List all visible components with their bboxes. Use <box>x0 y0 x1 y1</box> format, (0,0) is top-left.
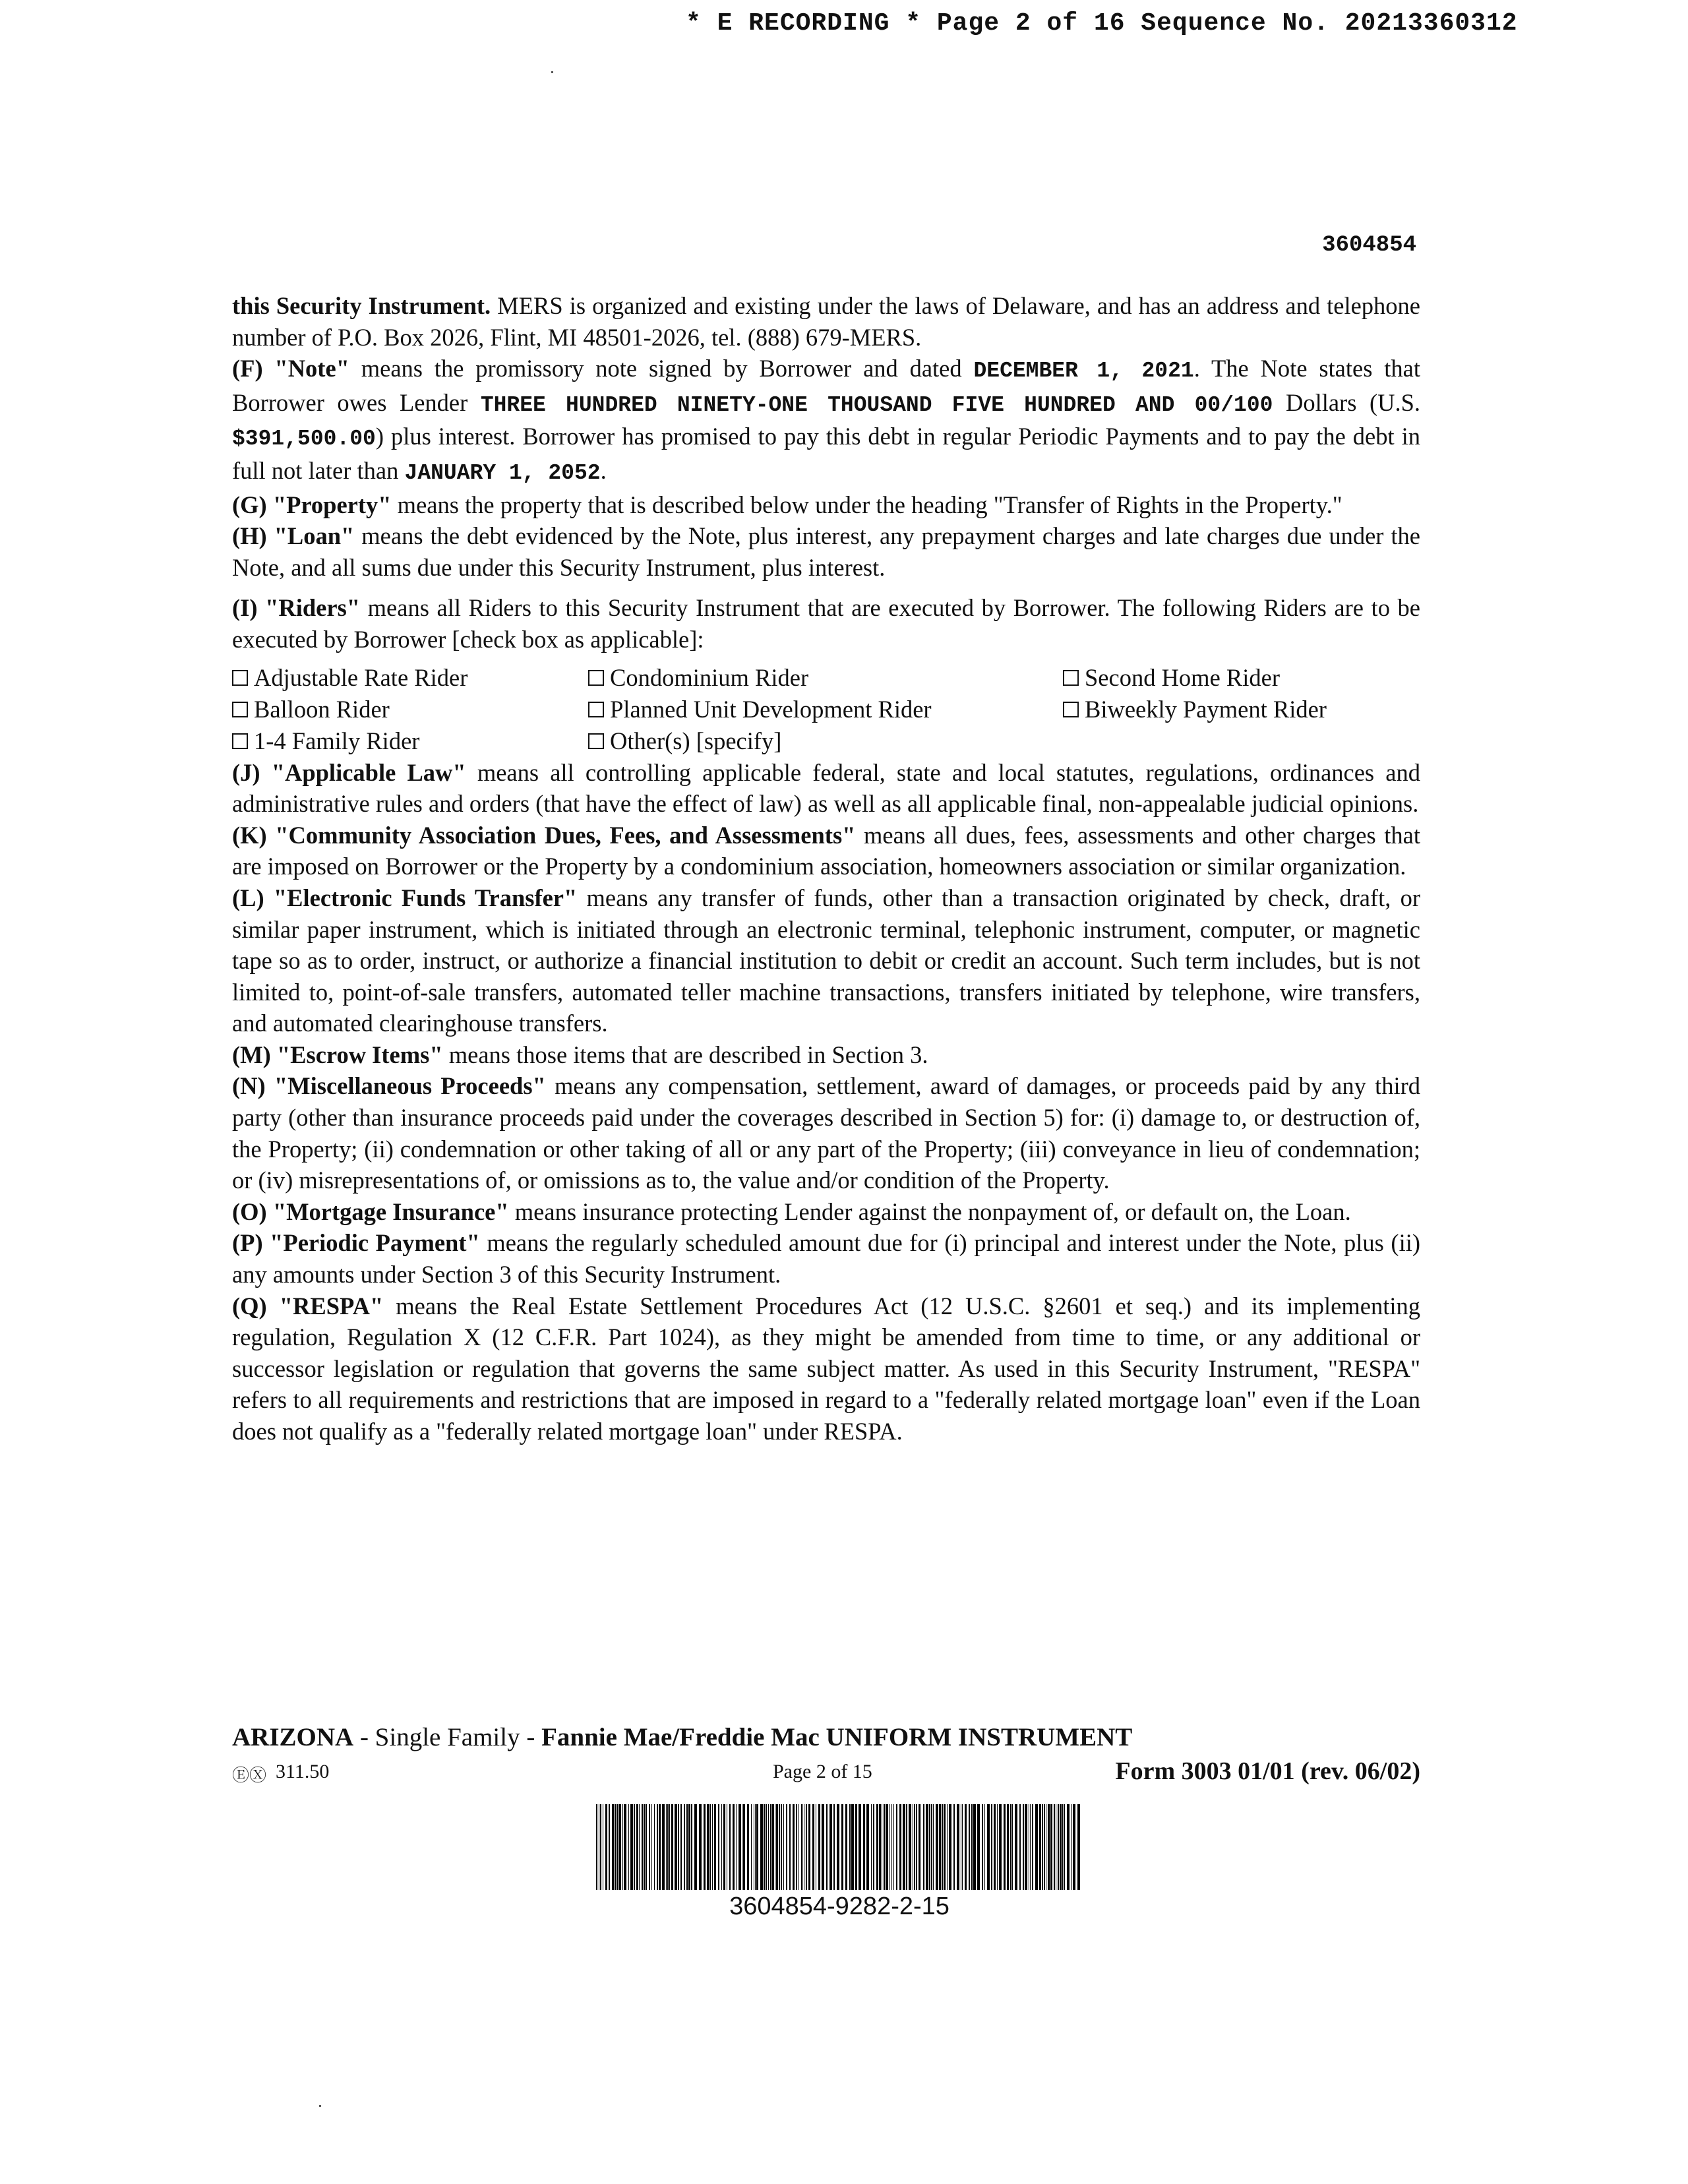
term: this Security Instrument. <box>232 292 491 319</box>
paragraph-applicable-law <box>232 757 1420 820</box>
paragraph-text: means all controlling applicable federal, state and local statutes, regulations, ordinances and administrative rules and orders (that have the effect of law) as well as all applicable final, non-appealable judicial opinions. <box>232 758 1420 818</box>
note-date: DECEMBER 1, 2021 <box>973 359 1194 384</box>
checkbox-icon[interactable] <box>588 670 604 686</box>
paragraph-text: means any transfer of funds, other than a transaction originated by check, draft, or similar paper instrument, which is initiated through an electronic terminal, telephonic instrument, computer, or magnetic tape so as to order, instruct, or authorize a financial institution to debit or credit an account. Such term includes, but is not limited to, point-of-sale transfers, automated teller machine transactions, transfers initiated by telephone, wire transfers, and automated clearinghouse transfers. <box>232 884 1420 1037</box>
checkbox-icon[interactable] <box>1063 702 1079 717</box>
recording-header: * E RECORDING * Page 2 of 16 Sequence No. 20213360312 <box>686 9 1518 38</box>
term-note: (F) "Note" <box>232 355 349 382</box>
paragraph-text: . The Note states that Borrower owes Lender <box>232 355 1420 416</box>
rider-label: Condominium Rider <box>610 663 809 691</box>
rider-balloon[interactable] <box>232 694 588 725</box>
rider-label: Second Home Rider <box>1085 663 1280 691</box>
paragraph-text: . <box>600 456 607 484</box>
paragraph-mortgage-insurance <box>232 1196 1420 1228</box>
form-state: ARIZONA <box>232 1723 354 1751</box>
document-body <box>232 290 1420 1447</box>
form-instrument: Fannie Mae/Freddie Mac UNIFORM INSTRUMENT <box>541 1723 1133 1751</box>
term-loan: (H) "Loan" <box>232 522 355 550</box>
checkbox-icon[interactable] <box>232 670 248 686</box>
rider-label: Planned Unit Development Rider <box>610 695 932 723</box>
rider-other[interactable] <box>588 725 1063 757</box>
page-number: Page 2 of 15 <box>773 1761 872 1782</box>
rider-1-4-family[interactable] <box>232 725 588 757</box>
paragraph-text: means the property that is described below under the heading "Transfer of Rights in the Property." <box>391 491 1342 518</box>
paragraph-text: means insurance protecting Lender against the nonpayment of, or default on, the Loan. <box>508 1198 1351 1225</box>
paragraph-community-association <box>232 820 1420 882</box>
paragraph-loan <box>232 520 1420 583</box>
form-footer <box>232 1757 1420 1788</box>
barcode-icon <box>596 1804 1083 1890</box>
barcode-number: 3604854-9282-2-15 <box>729 1893 950 1920</box>
paragraph-miscellaneous-proceeds <box>232 1070 1420 1196</box>
checkbox-icon[interactable] <box>232 702 248 717</box>
paragraph-property <box>232 489 1420 521</box>
paragraph-text: means all Riders to this Security Instrument that are executed by Borrower. The following Riders are to be executed by Borrower [check box as applicable]: <box>232 594 1420 653</box>
paragraph-text: MERS is organized and existing under the laws of Delaware, and has an address and telephone number of P.O. Box 2026, Flint, MI 48501-2026, tel. (888) 679-MERS. <box>232 292 1420 351</box>
paragraph-periodic-payment <box>232 1227 1420 1290</box>
paragraph-note <box>232 353 1420 489</box>
checkbox-icon[interactable] <box>588 702 604 717</box>
scan-speck <box>319 2105 321 2107</box>
checkbox-icon[interactable] <box>232 733 248 749</box>
paragraph-escrow-items <box>232 1039 1420 1071</box>
paragraph-text: means the debt evidenced by the Note, plus interest, any prepayment charges and late charges due under the Note, and all sums due under this Security Instrument, plus interest. <box>232 522 1421 581</box>
term-miscellaneous-proceeds: (N) "Miscellaneous Proceeds" <box>232 1072 546 1100</box>
maturity-date: JANUARY 1, 2052 <box>404 460 601 485</box>
term-respa: (Q) "RESPA" <box>232 1292 384 1320</box>
paragraph-electronic-funds <box>232 882 1420 1039</box>
loan-amount: $391,500.00 <box>232 427 376 452</box>
paragraph-text: ) plus interest. Borrower has promised to pay this debt in regular Periodic Payments and to pay the debt in full not later than <box>232 423 1420 484</box>
paragraph-text: means any compensation, settlement, award of damages, or proceeds paid by any third party (other than insurance proceeds paid under the coverages described in Section 5) for: (i) damage to, or destruction of, the Property; (ii) condemnation or other taking of all or any part of the Property; (iii) conveyance in lieu of condemnation; or (iv) misrepresentations of, or omissions as to, the value and/or condition of the Property. <box>232 1072 1421 1194</box>
paragraph-text: Dollars (U.S. <box>1273 388 1421 416</box>
ellie-mae-logo-icon: ⒺⓍ <box>232 1766 267 1786</box>
paragraph-text: means the promissory note signed by Borrower and dated <box>349 355 974 382</box>
term-applicable-law: (J) "Applicable Law" <box>232 758 466 786</box>
rider-label: Other(s) [specify] <box>610 727 782 754</box>
loan-amount-words: THREE HUNDRED NINETY-ONE THOUSAND FIVE HUNDRED AND 00/100 <box>480 392 1273 417</box>
rider-second-home[interactable] <box>1063 662 1420 694</box>
rider-label: 1-4 Family Rider <box>254 727 420 754</box>
term-mortgage-insurance: (O) "Mortgage Insurance" <box>232 1198 509 1225</box>
form-code: 311.50 <box>276 1761 330 1782</box>
rider-planned-unit-development[interactable] <box>588 694 1063 725</box>
checkbox-icon[interactable] <box>1063 670 1079 686</box>
term-community-association: (K) "Community Association Dues, Fees, and Assessments" <box>232 821 856 849</box>
paragraph-respa <box>232 1290 1420 1447</box>
form-number: Form 3003 01/01 (rev. 06/02) <box>1115 1757 1420 1785</box>
paragraph-text: means all dues, fees, assessments and other charges that are imposed on Borrower or the Property by a condominium association, homeowners association or similar organization. <box>232 821 1420 880</box>
rider-adjustable-rate[interactable] <box>232 662 588 694</box>
checkbox-icon[interactable] <box>588 733 604 749</box>
rider-label: Biweekly Payment Rider <box>1085 695 1327 723</box>
riders-checklist <box>232 662 1420 757</box>
form-type: - Single Family - <box>353 1723 542 1751</box>
rider-condominium[interactable] <box>588 662 1063 694</box>
term-riders: (I) "Riders" <box>232 594 361 622</box>
paragraph-mers-continued <box>232 290 1420 353</box>
scan-speck <box>551 71 553 73</box>
paragraph-riders <box>232 592 1420 655</box>
rider-label: Adjustable Rate Rider <box>254 663 468 691</box>
rider-biweekly-payment[interactable] <box>1063 694 1420 725</box>
rider-label: Balloon Rider <box>254 695 390 723</box>
form-title <box>232 1722 1132 1752</box>
term-property: (G) "Property" <box>232 491 392 518</box>
paragraph-text: means the regularly scheduled amount due for (i) principal and interest under the Note, plus (ii) any amounts under Section 3 of this Security Instrument. <box>232 1229 1421 1289</box>
document-number: 3604854 <box>1322 233 1416 258</box>
paragraph-text: means the Real Estate Settlement Procedures Act (12 U.S.C. §2601 et seq.) and its implementing regulation, Regulation X (12 C.F.R. Part 1024), as they might be amended from time to time, or any additional or successor legislation or regulation that governs the same subject matter. As used in this Security Instrument, "RESPA" refers to all requirements and restrictions that are imposed in regard to a "federally related mortgage loan" even if the Loan does not qualify as a "federally related mortgage loan" under RESPA. <box>232 1292 1420 1445</box>
term-escrow-items: (M) "Escrow Items" <box>232 1041 443 1068</box>
term-periodic-payment: (P) "Periodic Payment" <box>232 1229 480 1257</box>
term-electronic-funds: (L) "Electronic Funds Transfer" <box>232 884 578 911</box>
paragraph-text: means those items that are described in Section 3. <box>442 1041 928 1068</box>
